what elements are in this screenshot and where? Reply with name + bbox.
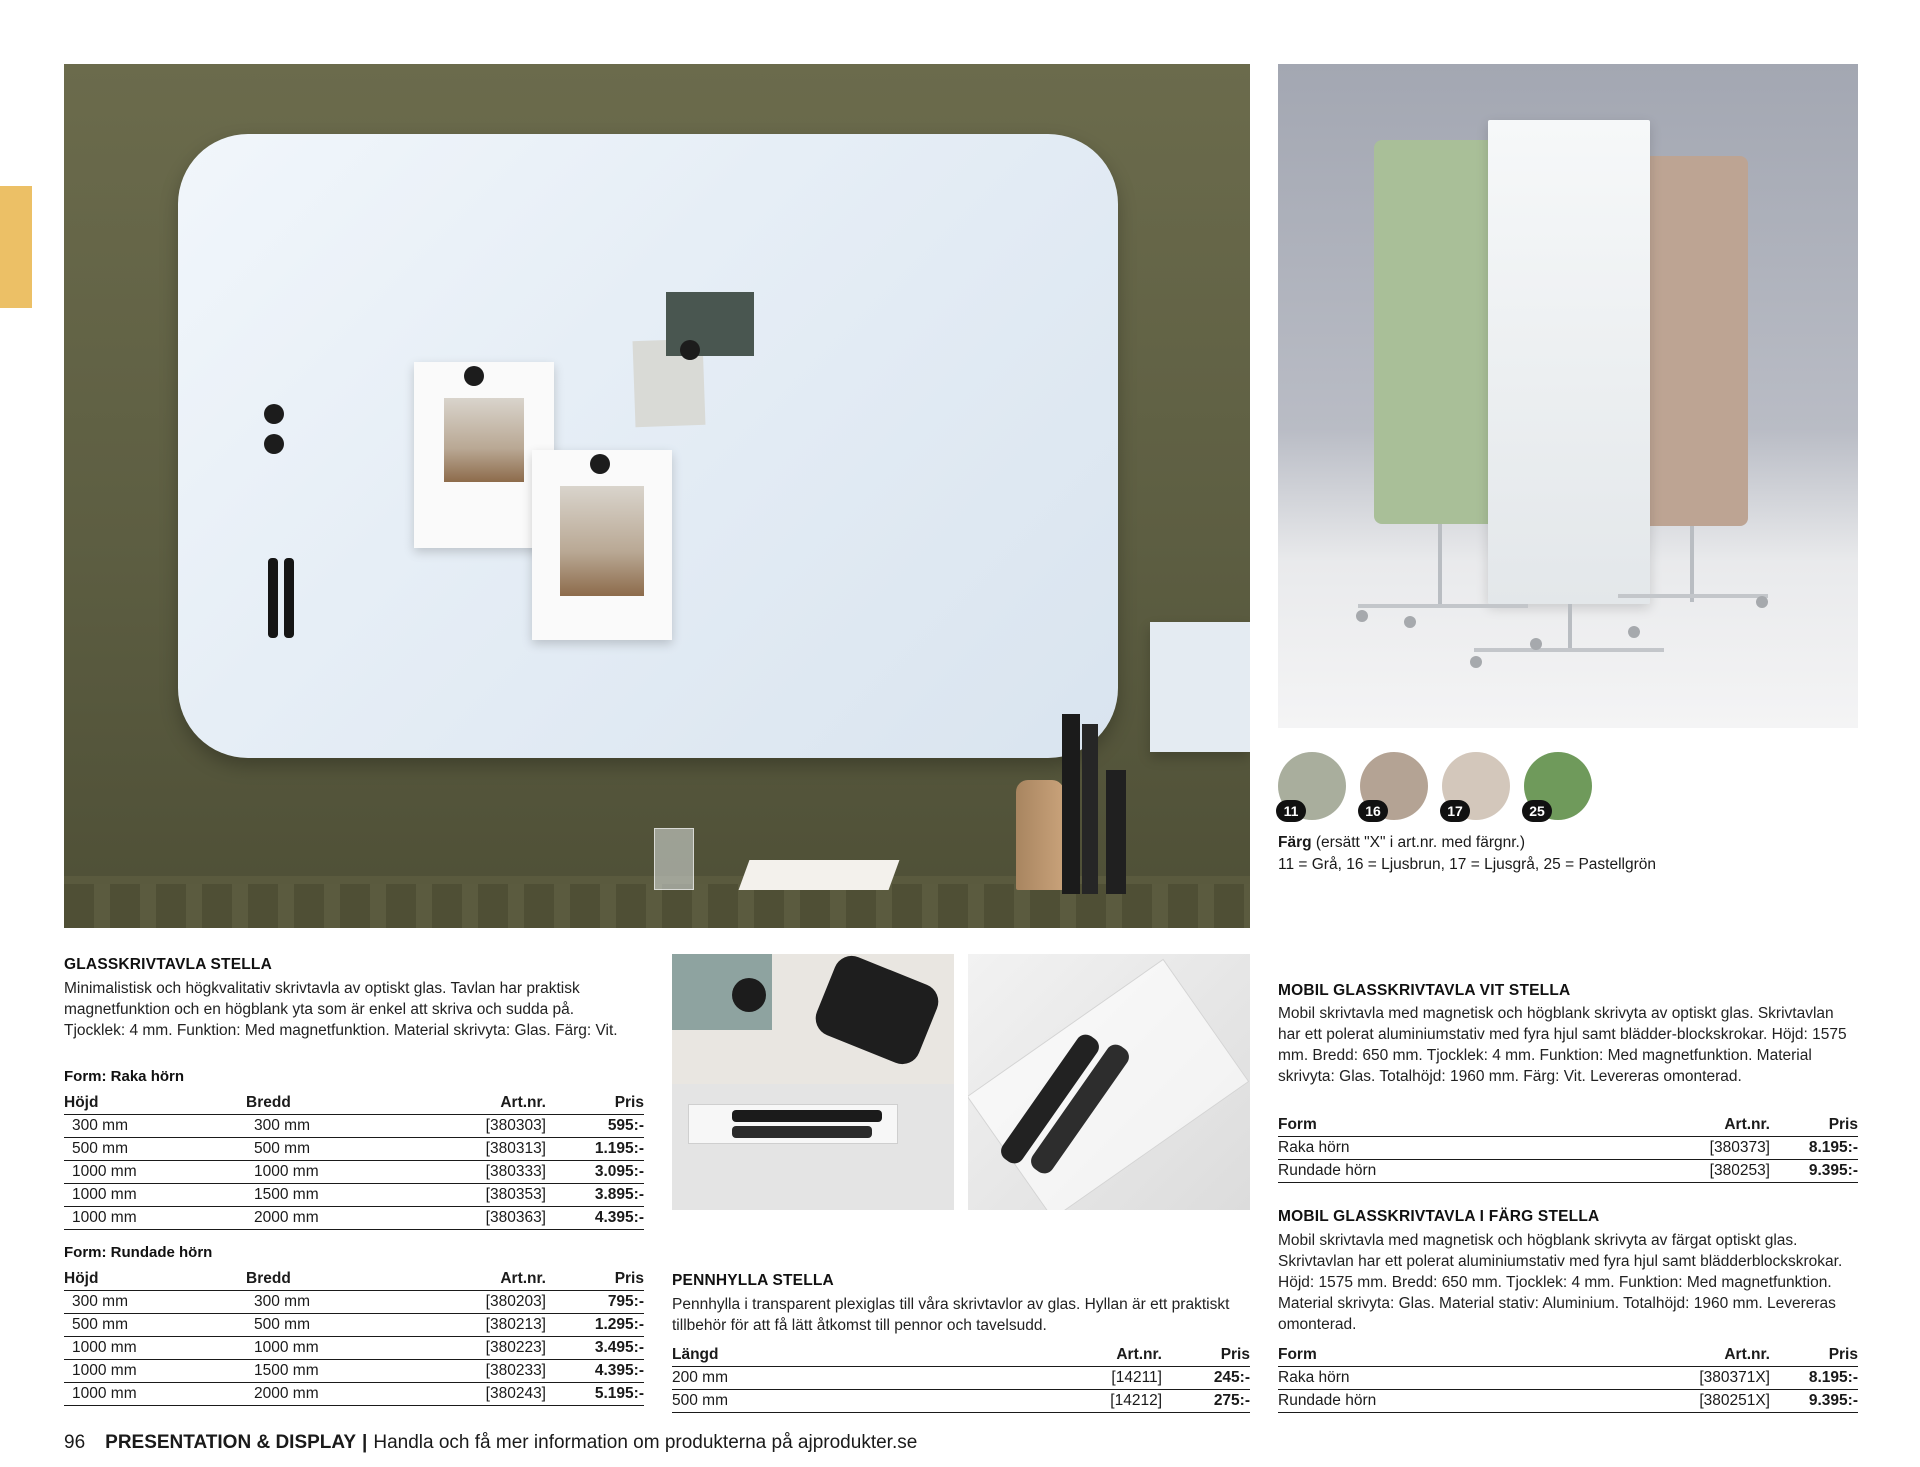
section-tab-marker: [0, 186, 32, 308]
magnet-icon: [264, 404, 284, 424]
glass-board-title: GLASSKRIVTAVLA STELLA: [64, 956, 272, 973]
table-cell: [380303]: [406, 1114, 546, 1137]
swatch-number: 11: [1276, 800, 1306, 822]
table-cell: [380223]: [406, 1336, 546, 1359]
table-cell: 1000 mm: [246, 1336, 406, 1359]
col-header: Höjd: [64, 1090, 246, 1114]
pen-shelf-description: Pennhylla i transparent plexiglas till våra skrivtavlor av glas. Hyllan är ett praktiskt tillbehör för att få lätt åtkomst till pennor och tavelsudd.: [672, 1296, 1230, 1334]
mobile-white-title: MOBIL GLASSKRIVTAVLA VIT STELLA: [1278, 982, 1571, 999]
table-cell: 300 mm: [64, 1114, 246, 1137]
table-cell: 1.195:-: [546, 1137, 644, 1160]
table-cell: [380243]: [406, 1382, 546, 1405]
table-row: [672, 1389, 1250, 1412]
page-footer: [64, 1432, 917, 1454]
table-row: [64, 1137, 644, 1160]
pen-shelf-table: [672, 1342, 1250, 1413]
footer-text: Handla och få mer information om produkterna på ajprodukter.se: [373, 1432, 918, 1453]
table-cell: 500 mm: [246, 1313, 406, 1336]
table-cell: [380353]: [406, 1183, 546, 1206]
magnet-icon: [590, 454, 610, 474]
table-cell: 1000 mm: [246, 1160, 406, 1183]
table-cell: Raka hörn: [1278, 1136, 1608, 1159]
table-cell: 1500 mm: [246, 1183, 406, 1206]
table-header-row: [64, 1090, 644, 1114]
table-cell: 500 mm: [64, 1137, 246, 1160]
table-cell: 1000 mm: [64, 1336, 246, 1359]
table-cell: Rundade hörn: [1278, 1389, 1608, 1412]
table-cell: 4.395:-: [546, 1206, 644, 1229]
rounded-corner-table: [64, 1266, 644, 1406]
table-cell: 1000 mm: [64, 1160, 246, 1183]
swatch-grey: [1278, 752, 1346, 820]
table-cell: 500 mm: [246, 1137, 406, 1160]
green-whiteboard-panel: [1374, 140, 1504, 524]
col-header: Längd: [672, 1342, 1012, 1366]
marker-pen-icon: [732, 1126, 872, 1138]
col-header: Pris: [546, 1266, 644, 1290]
white-whiteboard-panel: [1488, 120, 1650, 604]
table-cell: 2000 mm: [246, 1206, 406, 1229]
col-header: Art.nr.: [1608, 1112, 1770, 1136]
table-cell: [380333]: [406, 1160, 546, 1183]
table-cell: 1000 mm: [64, 1359, 246, 1382]
table-cell: Raka hörn: [1278, 1366, 1608, 1389]
footer-separator: |: [362, 1432, 368, 1453]
drinking-glass: [654, 828, 694, 890]
table-cell: [380373]: [1608, 1136, 1770, 1159]
mobile-color-title: MOBIL GLASSKRIVTAVLA I FÄRG STELLA: [1278, 1208, 1600, 1225]
pen-shelf-photo-1: [672, 954, 954, 1210]
table-row: [64, 1336, 644, 1359]
table-header-row: [1278, 1112, 1858, 1136]
marker-pen-icon: [268, 558, 278, 638]
table-row: [64, 1290, 644, 1313]
table-cell: 8.195:-: [1770, 1136, 1858, 1159]
col-header: Art.nr.: [1012, 1342, 1162, 1366]
table-row: [1278, 1389, 1858, 1412]
table-cell: 3.895:-: [546, 1183, 644, 1206]
col-header: Art.nr.: [406, 1090, 546, 1114]
table-row: [64, 1160, 644, 1183]
eraser-icon: [810, 954, 943, 1070]
mobile-white-table: [1278, 1112, 1858, 1183]
table-cell: 9.395:-: [1770, 1389, 1858, 1412]
pen-shelf-photo-2: [968, 954, 1250, 1210]
col-header: Pris: [546, 1090, 644, 1114]
colour-label: Färg: [1278, 834, 1312, 851]
pinned-photo-card: [532, 450, 672, 640]
table-cell: 200 mm: [672, 1366, 1012, 1389]
table-cell: 300 mm: [246, 1114, 406, 1137]
table-cell: [380313]: [406, 1137, 546, 1160]
magnet-icon: [680, 340, 700, 360]
form-rounded-label: Form: Rundade hörn: [64, 1244, 213, 1261]
swatch-pastel-green: [1524, 752, 1592, 820]
table-cell: 1000 mm: [64, 1183, 246, 1206]
hero-whiteboard-photo: [64, 64, 1250, 928]
table-cell: 275:-: [1162, 1389, 1250, 1412]
col-header: Höjd: [64, 1266, 246, 1290]
table-cell: 595:-: [546, 1114, 644, 1137]
glass-whiteboard-illustration: [178, 134, 1118, 758]
table-row: [64, 1114, 644, 1137]
swatch-number: 25: [1522, 800, 1552, 822]
table-cell: 1.295:-: [546, 1313, 644, 1336]
col-header: Pris: [1162, 1342, 1250, 1366]
col-header: Bredd: [246, 1090, 406, 1114]
table-row: [64, 1382, 644, 1405]
mobile-color-description: Mobil skrivtavla med magnetisk och högblank skrivyta av färgat optiskt glas. Skrivtavlan har ett polerat aluminiumstativ med fyra hjul samt blädderblockskrokar. Höjd: 1575 mm. Bredd: 650 mm. Tjocklek: 4 mm. Funktion: Med magnetfunktion. Material skrivyta: Glas. Material stativ: Aluminium. Totalhöjd: 1960 mm. Levereras omonterad.: [1278, 1232, 1843, 1333]
table-cell: 4.395:-: [546, 1359, 644, 1382]
table-cell: Rundade hörn: [1278, 1159, 1608, 1182]
table-cell: [380203]: [406, 1290, 546, 1313]
table-cell: 5.195:-: [546, 1382, 644, 1405]
wood-sculpture: [1016, 780, 1064, 890]
table-row: [64, 1183, 644, 1206]
table-cell: 500 mm: [64, 1313, 246, 1336]
swatch-number: 17: [1440, 800, 1470, 822]
table-row: [1278, 1366, 1858, 1389]
table-cell: 795:-: [546, 1290, 644, 1313]
table-cell: 1000 mm: [64, 1206, 246, 1229]
table-cell: 300 mm: [246, 1290, 406, 1313]
swatch-light-brown: [1360, 752, 1428, 820]
swatch-number: 16: [1358, 800, 1388, 822]
green-card: [666, 292, 754, 356]
table-cell: 3.095:-: [546, 1160, 644, 1183]
table-cell: 245:-: [1162, 1366, 1250, 1389]
table-cell: [14211]: [1012, 1366, 1162, 1389]
glass-board-description: Minimalistisk och högkvalitativ skrivtavla av optiskt glas. Tavlan har praktisk magnetfunktion och en högblank yta som är enkel att skriva och sudda på. Tjocklek: 4 mm. Funktion: Med magnetfunktion. Material skrivyta: Glas. Färg: Vit.: [64, 980, 618, 1039]
book-stack: [1062, 704, 1132, 894]
magnet-icon: [264, 434, 284, 454]
marker-pen-icon: [732, 1110, 882, 1122]
table-cell: 3.495:-: [546, 1336, 644, 1359]
table-row: [672, 1366, 1250, 1389]
col-header: Bredd: [246, 1266, 406, 1290]
table-row: [64, 1359, 644, 1382]
table-cell: 9.395:-: [1770, 1159, 1858, 1182]
table-cell: [14212]: [1012, 1389, 1162, 1412]
col-header: Form: [1278, 1112, 1608, 1136]
form-straight-label: Form: Raka hörn: [64, 1068, 185, 1085]
table-cell: 300 mm: [64, 1290, 246, 1313]
table-header-row: [1278, 1342, 1858, 1366]
page-number: 96: [64, 1432, 86, 1453]
table-row: [1278, 1159, 1858, 1182]
straight-corner-table: [64, 1090, 644, 1230]
table-header-row: [672, 1342, 1250, 1366]
colour-hint: (ersätt "X" i art.nr. med färgnr.): [1311, 834, 1526, 851]
pen-shelf-title: PENNHYLLA STELLA: [672, 1272, 834, 1289]
colour-note: [1278, 832, 1656, 876]
table-row: [64, 1313, 644, 1336]
colour-legend: 11 = Grå, 16 = Ljusbrun, 17 = Ljusgrå, 25 = Pastellgrön: [1278, 856, 1656, 873]
table-row: [64, 1206, 644, 1229]
mobile-whiteboards-photo: [1278, 64, 1858, 728]
table-cell: [380213]: [406, 1313, 546, 1336]
col-header: Art.nr.: [1608, 1342, 1770, 1366]
table-cell: 2000 mm: [246, 1382, 406, 1405]
beige-whiteboard-panel: [1638, 156, 1748, 526]
table-cell: [380253]: [1608, 1159, 1770, 1182]
table-cell: 1000 mm: [64, 1382, 246, 1405]
marker-pen-icon: [284, 558, 294, 638]
table-cell: 500 mm: [672, 1389, 1012, 1412]
table-cell: 1500 mm: [246, 1359, 406, 1382]
table-cell: 8.195:-: [1770, 1366, 1858, 1389]
small-whiteboard-illustration: [1150, 622, 1250, 752]
magnet-icon: [464, 366, 484, 386]
table-cell: [380233]: [406, 1359, 546, 1382]
table-header-row: [64, 1266, 644, 1290]
col-header: Pris: [1770, 1112, 1858, 1136]
mobile-color-table: [1278, 1342, 1858, 1413]
table-cell: [380251X]: [1608, 1389, 1770, 1412]
section-name: PRESENTATION & DISPLAY: [105, 1432, 357, 1453]
col-header: Form: [1278, 1342, 1608, 1366]
mobile-white-description: Mobil skrivtavla med magnetisk och högblank skrivyta av optiskt glas. Skrivtavlan har ett polerat aluminiumstativ med fyra hjul samt blädder-blockskrokar. Höjd: 1575 mm. Bredd: 650 mm. Tjocklek: 4 mm. Funktion: Med magnetfunktion. Material skrivyta: Glas. Totalhöjd: 1960 mm. Färg: Vit. Levereras omonterad.: [1278, 1005, 1847, 1085]
table-row: [1278, 1136, 1858, 1159]
col-header: Art.nr.: [406, 1266, 546, 1290]
swatch-light-grey: [1442, 752, 1510, 820]
open-book: [739, 860, 900, 890]
table-cell: [380363]: [406, 1206, 546, 1229]
table-cell: [380371X]: [1608, 1366, 1770, 1389]
col-header: Pris: [1770, 1342, 1858, 1366]
